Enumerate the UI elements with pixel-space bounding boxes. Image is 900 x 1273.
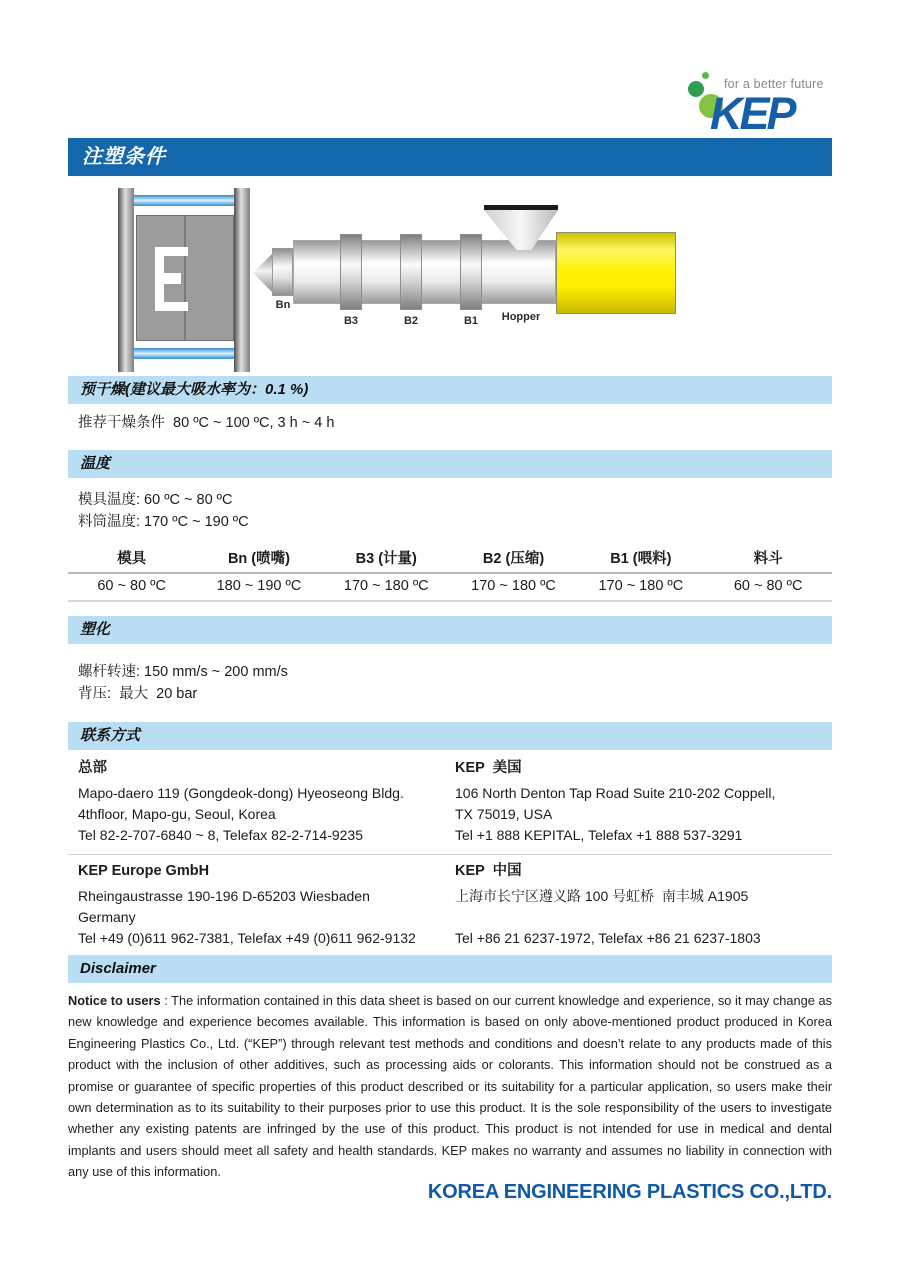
mold-cavity-shape	[155, 302, 188, 311]
disclaimer-section-bar	[68, 955, 832, 983]
nozzle-band-bn	[272, 248, 293, 296]
table-value-cell: 170 ~ 180 ºC	[471, 578, 556, 594]
contact-line	[455, 907, 822, 928]
contact-entry-usa	[445, 759, 822, 846]
table-header-cell: 模具	[117, 551, 147, 567]
screw-speed-text: 螺杆转速: 150 mm/s ~ 200 mm/s	[78, 664, 288, 680]
table-value-cell: 60 ~ 80 ºC	[733, 578, 803, 594]
mold-temperature-text: 模具温度: 60 ºC ~ 80 ºC	[78, 492, 233, 508]
table-header-row	[68, 549, 832, 574]
contact-line: Tel +49 (0)611 962-7381, Telefax +49 (0)611 962-9132	[78, 930, 416, 946]
temperature-table	[68, 549, 832, 602]
kep-logo	[686, 70, 832, 140]
table-value-cell: 60 ~ 80 ºC	[97, 578, 166, 594]
table-header-cell: B1 (喂料)	[610, 551, 672, 567]
title-band	[68, 138, 832, 176]
contact-line: Tel +86 21 6237-1972, Telefax +86 21 6237-1803	[455, 930, 761, 946]
predrying-section-bar	[68, 376, 832, 404]
page-title: 注塑条件	[82, 146, 166, 168]
back-pressure-text: 背压: 最大 20 bar	[78, 686, 198, 702]
table-header-cell: Bn (喷嘴)	[227, 551, 290, 567]
table-header-cell: 料斗	[753, 551, 783, 567]
plasticizing-heading: 塑化	[80, 621, 111, 638]
contact-row	[68, 752, 832, 855]
label-bn: Bn	[275, 299, 291, 311]
temperature-section-bar	[68, 450, 832, 478]
motor-housing	[556, 232, 676, 314]
clamp-left-platen	[118, 188, 134, 372]
table-value-cell: 180 ~ 190 ºC	[216, 578, 302, 594]
contact-section-bar	[68, 722, 832, 750]
machine-diagram	[68, 188, 832, 372]
logo-brand-text: KEP	[710, 88, 794, 139]
contact-heading: 联系方式	[80, 727, 141, 744]
contact-entry-china	[445, 862, 822, 949]
contact-line: Rheingaustrasse 190-196 D-65203 Wiesbaden	[78, 888, 370, 904]
contact-line: Mapo-daero 119 (Gongdeok-dong) Hyeoseong Bldg.	[78, 785, 404, 801]
contact-line: 106 North Denton Tap Road Suite 210-202 Coppell,	[455, 785, 776, 801]
table-header-cell: B2 (压缩)	[482, 551, 545, 567]
clamp-right-platen	[234, 188, 250, 372]
footer-company-name: KOREA ENGINEERING PLASTICS CO.,LTD.	[427, 1181, 832, 1203]
table-value-row	[68, 574, 832, 602]
logo-dot-small-icon	[702, 72, 709, 79]
logo-tagline: for a better future	[724, 77, 824, 91]
barrel-temperature-text: 料筒温度: 170 ºC ~ 190 ºC	[78, 514, 249, 530]
contact-line: TX 75019, USA	[455, 806, 553, 822]
mold-parting-line	[184, 216, 186, 340]
clamp-top-bar	[134, 195, 234, 206]
nozzle-cone-icon	[253, 253, 273, 293]
plasticizing-section-bar	[68, 616, 832, 644]
contact-row	[68, 855, 832, 958]
table-value-cell: 170 ~ 180 ºC	[598, 578, 684, 594]
hopper-rim	[484, 205, 558, 210]
label-hopper: Hopper	[501, 311, 541, 323]
disclaimer-text	[68, 990, 832, 1183]
contact-line: Germany	[78, 909, 136, 925]
mold-cavity-shape	[164, 273, 181, 284]
contact-line: 4thfloor, Mapo-gu, Seoul, Korea	[78, 806, 276, 822]
heater-band-b3	[340, 234, 362, 310]
contact-name: KEP Europe GmbH	[78, 863, 210, 879]
table-header-cell: B3 (计量)	[355, 551, 417, 567]
contact-name: KEP 美国	[455, 760, 522, 776]
contact-name: 总部	[78, 760, 107, 776]
contact-entry-hq	[68, 759, 445, 846]
contact-block	[68, 752, 832, 958]
notice-to-users-label: Notice to users	[68, 993, 161, 1008]
disclaimer-body: : The information contained in this data sheet is based on our current knowledge and experience, so it may change as new knowledge and experience becomes available. This information is based on only above-mentioned product produced in Korea Engineering Plastics Co., Ltd. (“KEP”) through relevant test methods and conditions and doesn’t relate to any products made of this product with the inclusion of other additives, such as processing aids or colorants. This information should not be construed as a promise or guarantee of specific properties of this product described or its suitability for a particular application, so users make their own determination as to its suitability to their purposes prior to use this product. It is the sole responsibility of the users to investigate whether any existing patents are infringed by the use of this product. This product is not intended for use in medical and dental implants and users should meet all safety and health standards. KEP makes no warranty and assumes no liability in connection with any use of this information.	[68, 993, 832, 1180]
table-value-cell: 170 ~ 180 ºC	[343, 578, 429, 594]
contact-line: 上海市长宁区遵义路 100 号虹桥 南丰城 A1905	[455, 888, 749, 904]
clamp-bottom-bar	[134, 348, 234, 359]
mold-block	[136, 215, 234, 341]
heater-band-b1	[460, 234, 482, 310]
predrying-heading: 预干燥(建议最大吸水率为：0.1 %)	[80, 381, 309, 398]
label-b3: B3	[343, 315, 359, 327]
contact-entry-europe	[68, 862, 445, 949]
label-b2: B2	[403, 315, 419, 327]
logo-dot-medium-icon	[688, 81, 704, 97]
mold-cavity-shape	[155, 247, 188, 256]
disclaimer-heading: Disclaimer	[80, 960, 156, 977]
temperature-heading: 温度	[80, 455, 111, 472]
contact-name: KEP 中国	[455, 863, 522, 879]
heater-band-b2	[400, 234, 422, 310]
predrying-condition-text: 推荐干燥条件 80 ºC ~ 100 ºC, 3 h ~ 4 h	[78, 415, 335, 431]
label-b1: B1	[463, 315, 479, 327]
contact-line: Tel 82-2-707-6840 ~ 8, Telefax 82-2-714-9235	[78, 827, 363, 843]
contact-line: Tel +1 888 KEPITAL, Telefax +1 888 537-3291	[455, 827, 743, 843]
